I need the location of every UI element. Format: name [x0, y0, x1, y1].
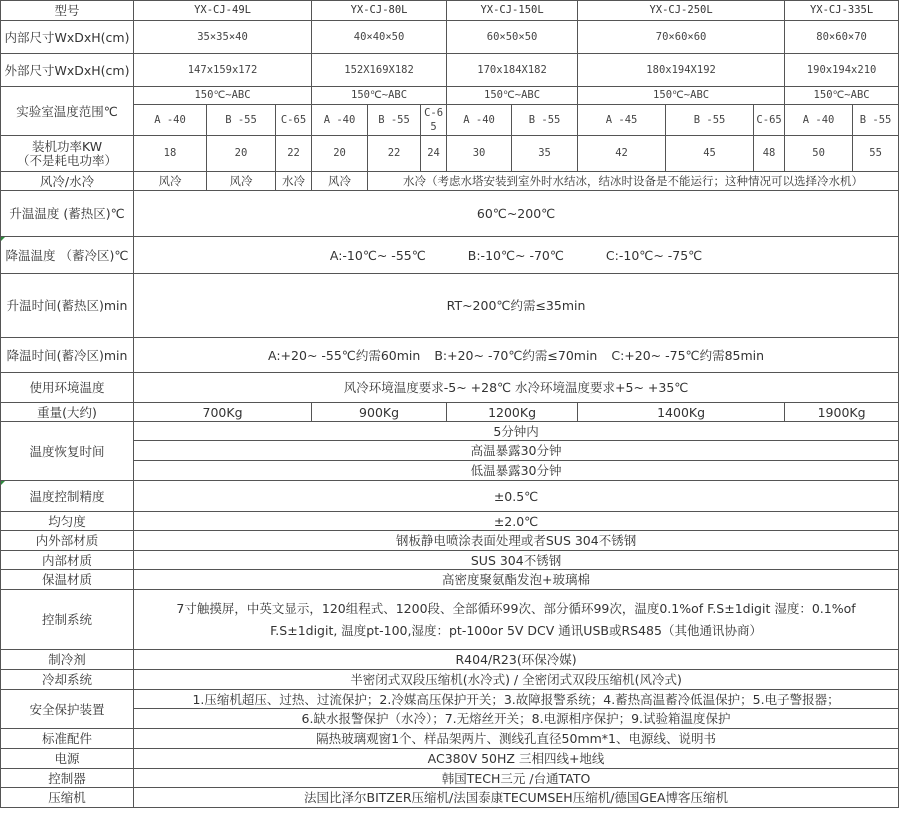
temp-range-sub-cell: A -40 [447, 105, 512, 136]
power-label-line-1: 装机功率KW [31, 138, 103, 154]
controller-value: 韩国TECH三元 /台通TATO [134, 769, 899, 788]
control-row [1, 590, 899, 650]
precision-value: ±0.5℃ [134, 481, 899, 512]
cool-temp-a: A:-10℃~ -55℃ [329, 247, 426, 263]
inner-size-49l: 35×35×40 [134, 21, 312, 54]
control-label: 控制系统 [1, 590, 134, 650]
temp-range-top-49l: 150℃~ABC [134, 87, 312, 105]
temp-range-sub-cell: B -55 [512, 105, 578, 136]
control-line-2: F.S±1digit, 温度pt-100,湿度：pt-100or 5V DCV 通讯USB或RS485（其他通讯协商） [270, 622, 762, 638]
power-label [1, 136, 134, 172]
insulation-value: 高密度聚氨酯发泡+玻璃棉 [134, 570, 899, 590]
safety-line-2: 6.缺水报警保护（水冷）；7.无熔丝开关；8.电源相序保护；9.试验箱温度保护 [134, 709, 899, 729]
power-supply-row [1, 749, 899, 769]
cool-temp-c: C:-10℃~ -75℃ [605, 247, 703, 263]
compressor-value: 法国比泽尔BITZER压缩机/法国泰康TECUMSEH压缩机/德国GEA博客压缩机 [134, 788, 899, 808]
refrigerant-label: 制冷剂 [1, 650, 134, 670]
temp-range-row [1, 87, 899, 105]
cool-temp-label: 降温温度 （蓄冷区)℃ [1, 237, 134, 274]
heat-temp-row [1, 191, 899, 237]
power-cell: 42 [578, 136, 666, 172]
inner-size-80l: 40×40×50 [312, 21, 447, 54]
power-cell: 45 [666, 136, 754, 172]
recovery-row [1, 422, 899, 441]
temp-range-sub-row [1, 105, 899, 136]
power-supply-value: AC380V 50HZ 三相四线+地线 [134, 749, 899, 769]
power-supply-label: 电源 [1, 749, 134, 769]
power-cell: 35 [512, 136, 578, 172]
cooling-mode-label: 风冷/水冷 [1, 172, 134, 191]
temp-range-sub-cell: C-65 [421, 105, 447, 136]
safety-row [1, 690, 899, 709]
compressor-label: 压缩机 [1, 788, 134, 808]
control-line-1: 7寸触摸屏，中英文显示，120组程式、1200段、全部循环99次、部分循环99次，温度0.1%of F.S±1digit 湿度：0.1%of [176, 600, 856, 616]
controller-label: 控制器 [1, 769, 134, 788]
cool-temp-value [134, 237, 899, 274]
cool-time-row [1, 338, 899, 373]
cool-time-label: 降温时间(蓄冷区)min [1, 338, 134, 373]
recovery-line-2: 高温暴露30分钟 [134, 441, 899, 461]
precision-label: 温度控制精度 [1, 481, 134, 512]
control-value [134, 590, 899, 650]
accessories-label: 标准配件 [1, 729, 134, 749]
weight-row [1, 403, 899, 422]
cooling-mode-cell: 风冷 [207, 172, 276, 191]
outer-size-49l: 147x159x172 [134, 54, 312, 87]
cool-temp-b: B:-10℃~ -70℃ [467, 247, 564, 263]
outer-size-80l: 152X169X182 [312, 54, 447, 87]
outer-size-250l: 180x194X192 [578, 54, 785, 87]
cool-time-b: B:+20~ -70℃约需≤70min [434, 347, 598, 363]
insulation-label: 保温材质 [1, 570, 134, 590]
env-temp-value: 风冷环境温度要求-5~ +28℃ 水冷环境温度要求+5~ +35℃ [134, 373, 899, 403]
model-150l: YX-CJ-150L [447, 1, 578, 21]
water-cooling-note: 水冷（考虑水塔安装到室外时水结冰，结冰时设备是不能运行；这种情况可以选择冷水机） [368, 172, 899, 191]
temp-range-top-80l: 150℃~ABC [312, 87, 447, 105]
recovery-line-1: 5分钟内 [134, 422, 899, 441]
heat-time-label: 升温时间(蓄热区)min [1, 274, 134, 338]
heat-time-value: RT~200℃约需≤35min [134, 274, 899, 338]
temp-range-sub-cell: A -40 [312, 105, 368, 136]
inner-size-250l: 70×60×60 [578, 21, 785, 54]
weight-250l: 1400Kg [578, 403, 785, 422]
accessories-value: 隔热玻璃观窗1个、样品架两片、测线孔直径50mm*1、电源线、说明书 [134, 729, 899, 749]
power-label-line-2: （不是耗电功率） [16, 152, 117, 168]
cool-temp-row [1, 237, 899, 274]
controller-row [1, 769, 899, 788]
refrigerant-row [1, 650, 899, 670]
inner-size-row [1, 21, 899, 54]
model-80l: YX-CJ-80L [312, 1, 447, 21]
weight-150l: 1200Kg [447, 403, 578, 422]
recovery-label: 温度恢复时间 [1, 422, 134, 481]
cool-time-a: A:+20~ -55℃约需60min [268, 347, 421, 363]
power-cell: 50 [785, 136, 853, 172]
compressor-row [1, 788, 899, 808]
weight-49l: 700Kg [134, 403, 312, 422]
power-cell: 20 [207, 136, 276, 172]
outer-size-row [1, 54, 899, 87]
temp-range-sub-cell: A -45 [578, 105, 666, 136]
weight-label: 重量(大约) [1, 403, 134, 422]
cooling-mode-cell: 水冷 [276, 172, 312, 191]
temp-range-top-150l: 150℃~ABC [447, 87, 578, 105]
cooling-mode-cell: 风冷 [134, 172, 207, 191]
power-cell: 20 [312, 136, 368, 172]
uniformity-label: 均匀度 [1, 512, 134, 531]
safety-row [1, 709, 899, 729]
power-cell: 30 [447, 136, 512, 172]
cooling-system-row [1, 670, 899, 690]
power-cell: 24 [421, 136, 447, 172]
material-in-row [1, 551, 899, 570]
temp-range-sub-cell: C-65 [276, 105, 312, 136]
temp-range-sub-cell: A -40 [134, 105, 207, 136]
env-temp-row [1, 373, 899, 403]
cool-time-value [134, 338, 899, 373]
outer-size-335l: 190x194x210 [785, 54, 899, 87]
inner-size-335l: 80×60×70 [785, 21, 899, 54]
safety-label: 安全保护装置 [1, 690, 134, 729]
power-cell: 18 [134, 136, 207, 172]
insulation-row [1, 570, 899, 590]
temp-range-sub-cell: A -40 [785, 105, 853, 136]
power-cell: 55 [853, 136, 899, 172]
model-label: 型号 [1, 1, 134, 21]
power-cell: 48 [754, 136, 785, 172]
temp-range-sub-cell: B -55 [666, 105, 754, 136]
safety-line-1: 1.压缩机超压、过热、过流保护；2.冷媒高压保护开关；3.故障报警系统；4.蓄热高温蓄冷低温保护；5.电子警报器； [134, 690, 899, 709]
model-49l: YX-CJ-49L [134, 1, 312, 21]
temp-range-sub-cell: B -55 [207, 105, 276, 136]
refrigerant-value: R404/R23(环保冷媒) [134, 650, 899, 670]
material-in-value: SUS 304不锈钢 [134, 551, 899, 570]
cooling-system-label: 冷却系统 [1, 670, 134, 690]
inner-size-150l: 60×50×50 [447, 21, 578, 54]
temp-range-sub-cell: B -55 [853, 105, 899, 136]
uniformity-row [1, 512, 899, 531]
power-row [1, 136, 899, 172]
heat-time-row [1, 274, 899, 338]
material-io-row [1, 531, 899, 551]
weight-80l: 900Kg [312, 403, 447, 422]
temp-range-sub-cell: C-65 [754, 105, 785, 136]
temp-range-top-250l: 150℃~ABC [578, 87, 785, 105]
cooling-mode-cell: 风冷 [312, 172, 368, 191]
cooling-mode-row [1, 172, 899, 191]
outer-size-label: 外部尺寸WxDxH(cm) [1, 54, 134, 87]
temp-range-sub-cell: B -55 [368, 105, 421, 136]
temp-range-label: 实验室温度范围℃ [1, 87, 134, 136]
precision-row [1, 481, 899, 512]
temp-range-top-335l: 150℃~ABC [785, 87, 899, 105]
heat-temp-label: 升温温度 (蓄热区)℃ [1, 191, 134, 237]
env-temp-label: 使用环境温度 [1, 373, 134, 403]
inner-size-label: 内部尺寸WxDxH(cm) [1, 21, 134, 54]
recovery-line-3: 低温暴露30分钟 [134, 461, 899, 481]
recovery-row [1, 461, 899, 481]
cool-time-c: C:+20~ -75℃约需85min [611, 347, 765, 363]
heat-temp-value: 60℃~200℃ [134, 191, 899, 237]
weight-335l: 1900Kg [785, 403, 899, 422]
cooling-system-value: 半密闭式双段压缩机(水冷式) / 全密闭式双段压缩机(风冷式) [134, 670, 899, 690]
power-cell: 22 [368, 136, 421, 172]
accessories-row [1, 729, 899, 749]
uniformity-value: ±2.0℃ [134, 512, 899, 531]
power-cell: 22 [276, 136, 312, 172]
model-335l: YX-CJ-335L [785, 1, 899, 21]
material-in-label: 内部材质 [1, 551, 134, 570]
model-row [1, 1, 899, 21]
model-250l: YX-CJ-250L [578, 1, 785, 21]
material-io-label: 内外部材质 [1, 531, 134, 551]
material-io-value: 钢板静电喷涂表面处理或者SUS 304不锈钢 [134, 531, 899, 551]
outer-size-150l: 170x184X182 [447, 54, 578, 87]
recovery-row [1, 441, 899, 461]
